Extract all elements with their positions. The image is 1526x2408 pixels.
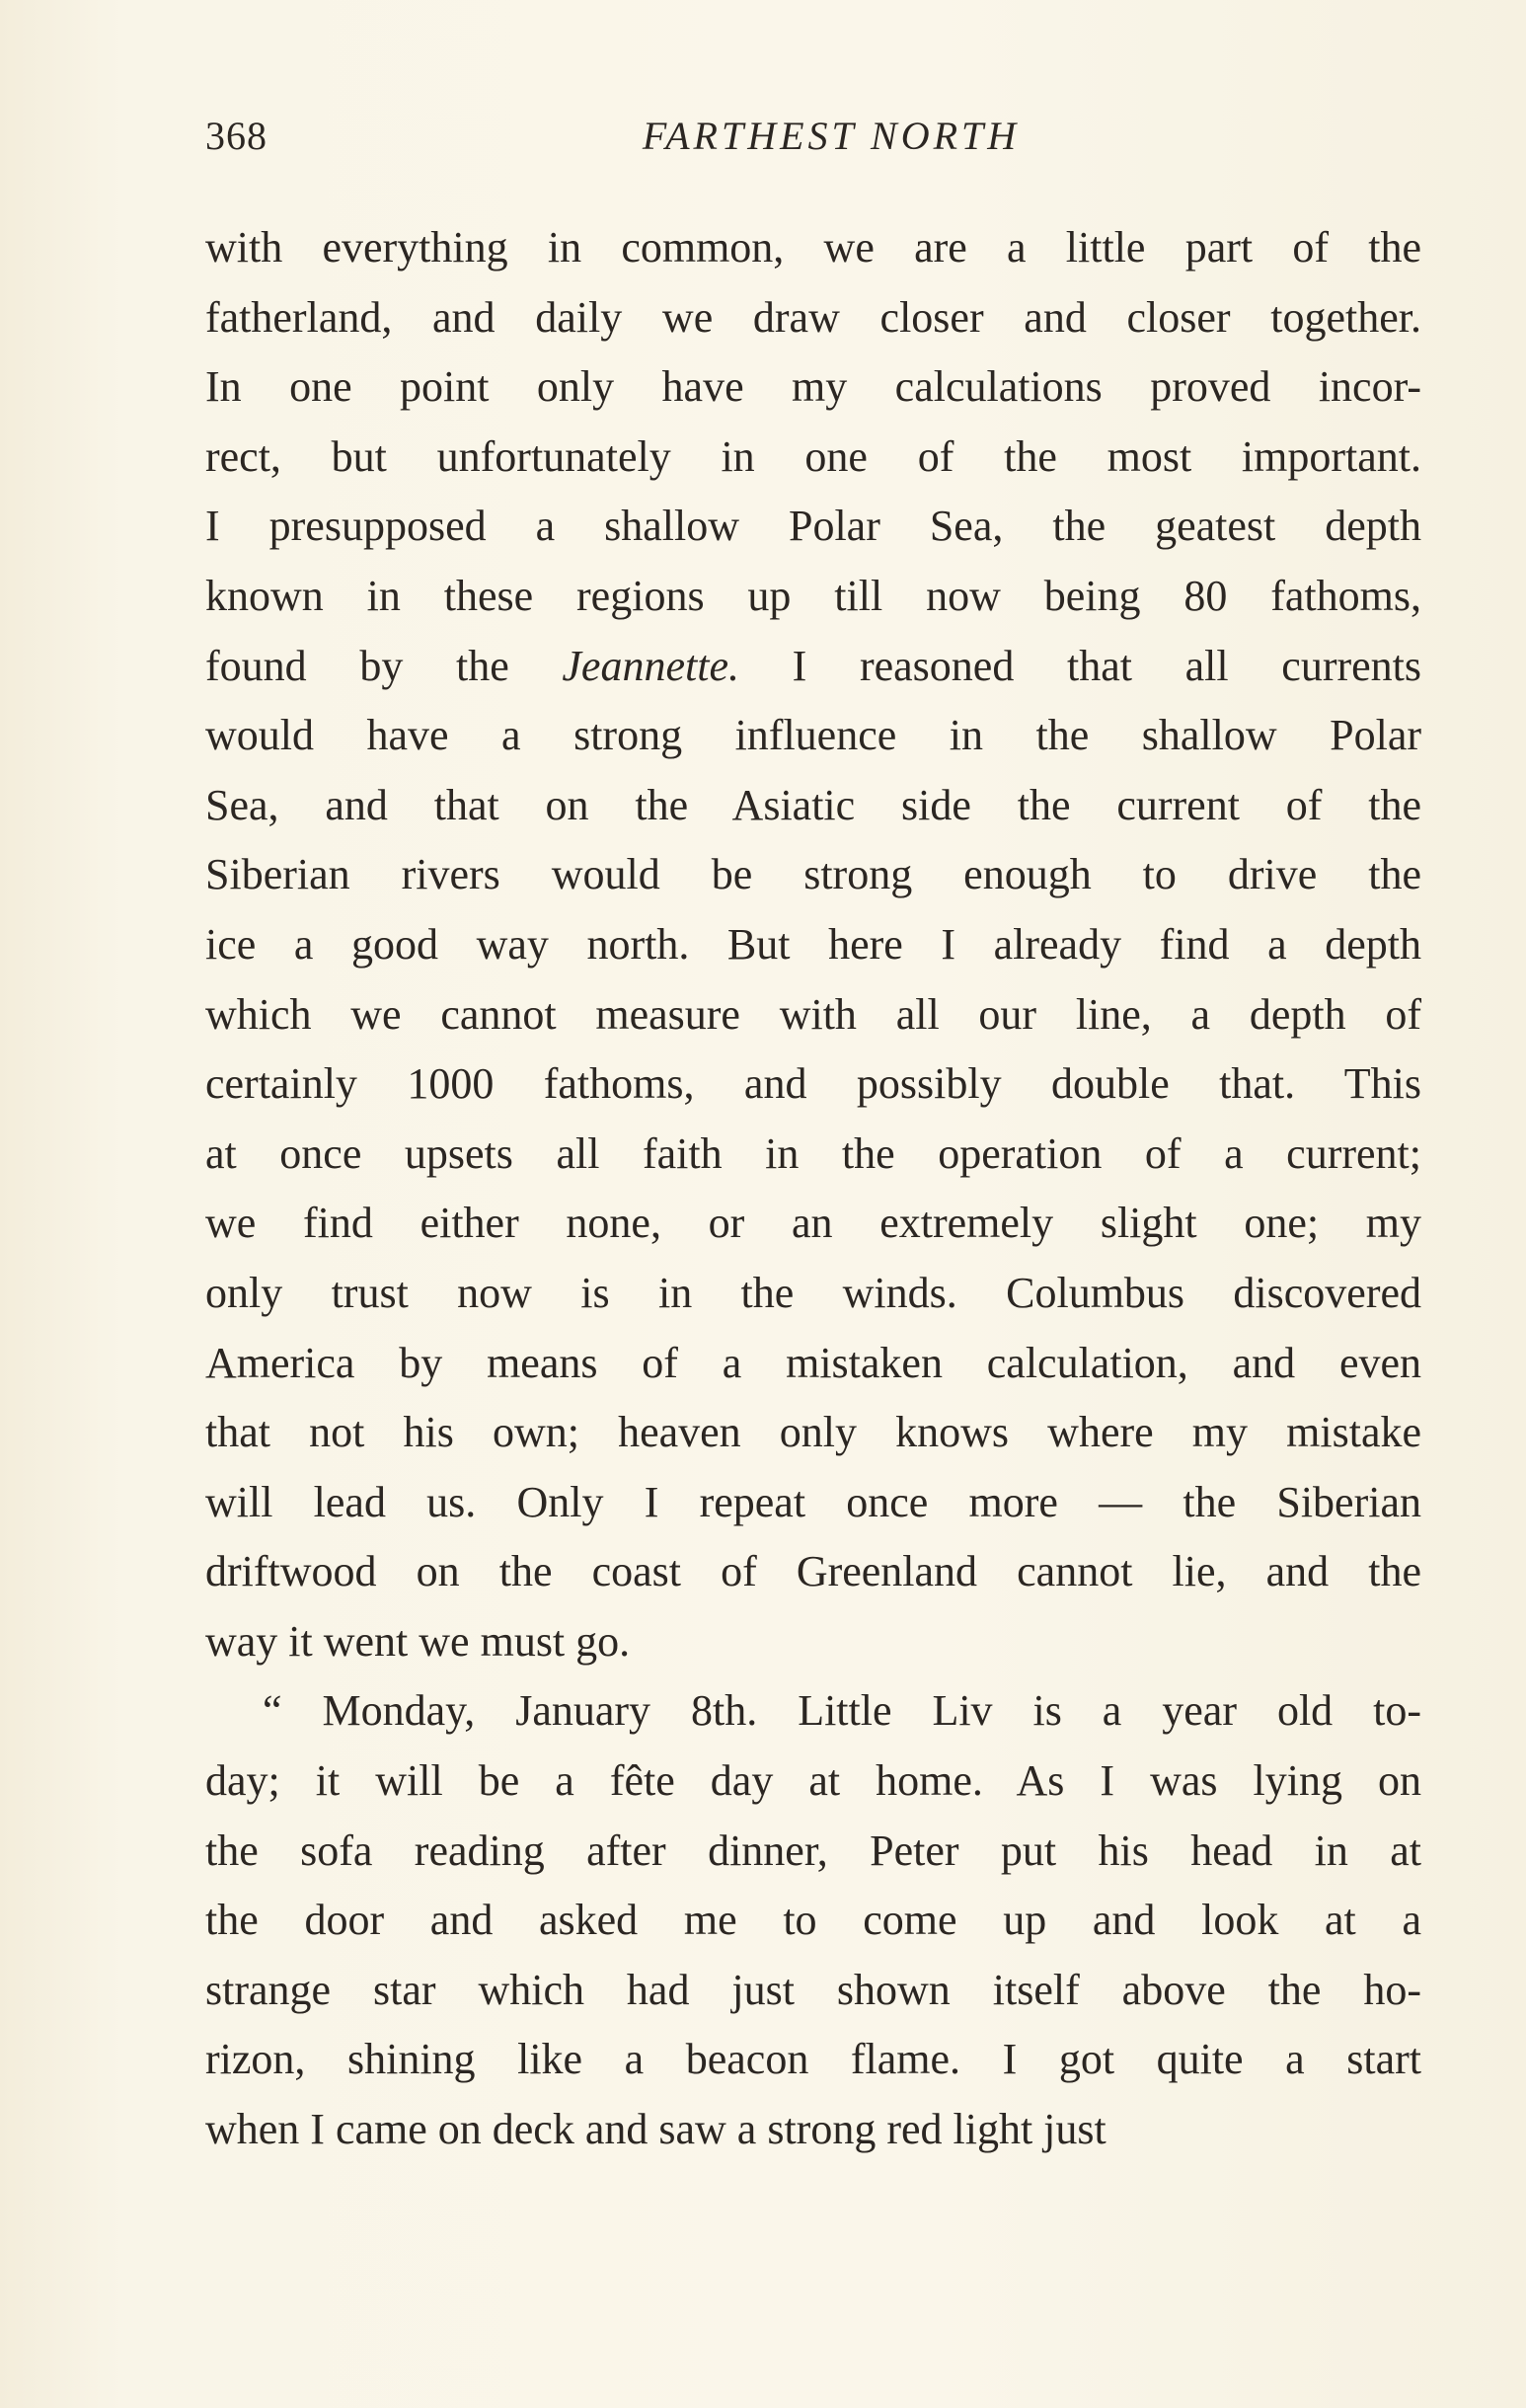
text-line: rect, but unfortunately in one of the most important. xyxy=(205,431,1421,481)
text-line: will lead us. Only I repeat once more — the Siberian xyxy=(205,1477,1421,1526)
text-line: the door and asked me to come up and look at a xyxy=(205,1896,1421,1945)
text-line: would have a strong influence in the shallow Polar xyxy=(205,711,1421,760)
text-segment: found by the xyxy=(205,641,563,690)
body-text xyxy=(205,213,1421,2165)
text-line: at once upsets all faith in the operation of a current; xyxy=(205,1128,1421,1178)
text-line: day; it will be a fête day at home. As I was lying on xyxy=(205,1756,1421,1806)
page-header xyxy=(205,107,1427,166)
page-number: 368 xyxy=(205,114,267,158)
italic-ship-name: Jeannette. xyxy=(562,641,739,690)
text-line: strange star which had just shown itself above the ho- xyxy=(205,1965,1421,2014)
text-line: when I came on deck and saw a strong red light just xyxy=(205,2105,1106,2154)
text-line: ice a good way north. But here I already find a depth xyxy=(205,919,1421,969)
text-line: driftwood on the coast of Greenland cannot lie, and the xyxy=(205,1547,1421,1596)
text-line: which we cannot measure with all our line, a depth of xyxy=(205,989,1421,1039)
text-line: America by means of a mistaken calculation, and even xyxy=(205,1338,1421,1387)
text-line: with everything in common, we are a little part of the xyxy=(205,223,1421,272)
paragraph xyxy=(205,213,1421,1676)
text-line: Sea, and that on the Asiatic side the current of the xyxy=(205,780,1421,829)
text-line: “ Monday, January 8th. Little Liv is a year old to- xyxy=(263,1686,1421,1736)
text-line xyxy=(205,632,1421,702)
text-line: that not his own; heaven only knows where my mistake xyxy=(205,1408,1421,1457)
text-line: known in these regions up till now being 80 fathoms, xyxy=(205,571,1421,620)
text-line: I presupposed a shallow Polar Sea, the geatest depth xyxy=(205,502,1421,551)
text-line: way it went we must go. xyxy=(205,1616,631,1666)
text-line: In one point only have my calculations proved incor- xyxy=(205,362,1421,412)
text-segment: I reasoned that all currents xyxy=(738,641,1421,690)
text-line: fatherland, and daily we draw closer and closer together. xyxy=(205,292,1421,342)
paragraph xyxy=(205,1676,1421,2164)
running-title: FARTHEST NORTH xyxy=(642,114,1021,158)
text-line: we find either none, or an extremely slight one; my xyxy=(205,1199,1421,1248)
text-line: Siberian rivers would be strong enough to drive the xyxy=(205,850,1421,899)
text-line: rizon, shining like a beacon flame. I got quite a start xyxy=(205,2035,1421,2084)
text-line: only trust now is in the winds. Columbus discovered xyxy=(205,1268,1421,1317)
text-line: the sofa reading after dinner, Peter put his head in at xyxy=(205,1825,1421,1875)
text-line: certainly 1000 fathoms, and possibly double that. This xyxy=(205,1059,1421,1109)
